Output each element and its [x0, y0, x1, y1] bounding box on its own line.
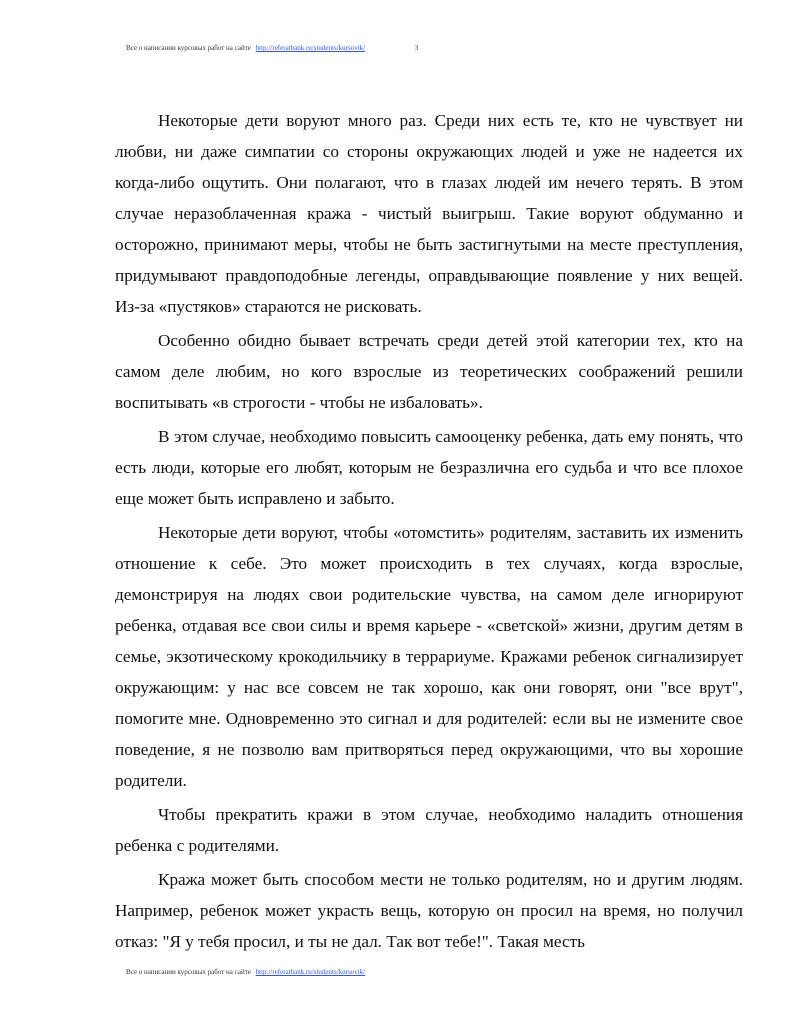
paragraph-1: Некоторые дети воруют много раз. Среди них есть те, кто не чувствует ни любви, ни даже симпатии со стороны окружающих людей и уже не надеется их когда-либо ощутить. Они полагают, что в глазах людей им нечего терять. В этом случае неразоблаченная кража - чистый выигрыш. Такие воруют обдуманно и осторожно, принимают меры, чтобы не быть застигнутыми на месте преступления, придумывают правдоподобные легенды, оправдывающие появление у них вещей. Из-за «пустяков» стараются не рисковать.: [115, 111, 743, 316]
header-link[interactable]: http://referatbank.ru/students/kursovik/: [255, 44, 366, 52]
paragraph-2: Особенно обидно бывает встречать среди детей этой категории тех, кто на самом деле любим, но кого взрослые из теоретических соображений решили воспитывать «в строгости - чтобы не избаловать».: [115, 331, 743, 412]
page-footer: [126, 968, 365, 976]
document-body: [115, 105, 743, 960]
paragraph-4: Некоторые дети воруют, чтобы «отомстить» родителям, заставить их изменить отношение к себе. Это может происходить в тех случаях, когда взрослые, демонстрируя на людях свои родительские чувства, на самом деле игнорируют ребенка, отдавая все свои силы и время карьере - «светской» жизни, другим детям в семье, экзотическому крокодильчику в террариуме. Кражами ребенок сигнализирует окружающим: у нас все совсем не так хорошо, как они говорят, они "все врут", помогите мне. Одновременно это сигнал и для родителей: если вы не измените свое поведение, я не позволю вам притворяться перед окружающими, что вы хорошие родители.: [115, 523, 743, 790]
footer-link[interactable]: http://referatbank.ru/students/kursovik/: [255, 968, 366, 976]
page-number: 3: [414, 44, 419, 52]
paragraph-3: В этом случае, необходимо повысить самооценку ребенка, дать ему понять, что есть люди, которые его любят, которым не безразлична его судьба и что все плохое еще может быть исправлено и забыто.: [115, 427, 743, 508]
header-text: Все о написании курсовых работ на сайте: [126, 44, 251, 52]
page-header: [126, 44, 418, 52]
footer-text: Все о написании курсовых работ на сайте: [126, 968, 251, 976]
paragraph-5: Чтобы прекратить кражи в этом случае, необходимо наладить отношения ребенка с родителями.: [115, 805, 743, 855]
paragraph-6: Кража может быть способом мести не только родителям, но и другим людям. Например, ребенок может украсть вещь, которую он просил на время, но получил отказ: "Я у тебя просил, и ты не дал. Так вот тебе!". Такая месть: [115, 870, 743, 951]
